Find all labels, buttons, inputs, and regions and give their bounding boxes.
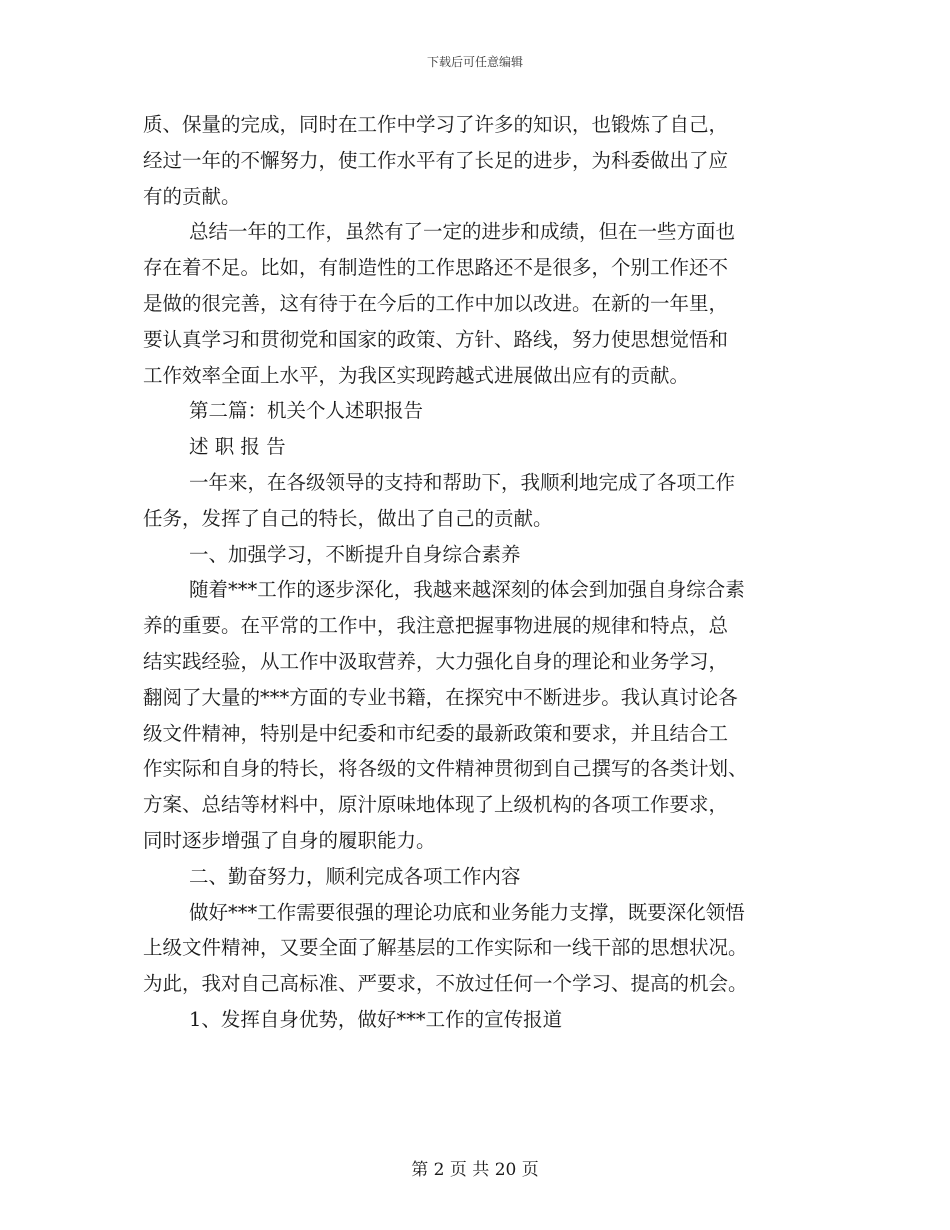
text-line: 上级文件精神，又要全面了解基层的工作实际和一线干部的思想状况。 bbox=[143, 936, 748, 960]
text-line: 级文件精神，特别是中纪委和市纪委的最新政策和要求，并且结合工 bbox=[143, 721, 729, 745]
paragraph bbox=[143, 107, 803, 214]
paragraph bbox=[143, 214, 803, 393]
text-line: 要认真学习和贯彻党和国家的政策、方针、路线，努力使思想觉悟和 bbox=[143, 327, 729, 351]
text-line: 存在着不足。比如，有制造性的工作思路还不是很多，个别工作还不 bbox=[143, 256, 729, 280]
text-line: 总结一年的工作，虽然有了一定的进步和成绩，但在一些方面也 bbox=[189, 220, 736, 244]
text-line: 一年来，在各级领导的支持和帮助下，我顺利地完成了各项工作 bbox=[189, 470, 736, 494]
text-line: 同时逐步增强了自身的履职能力。 bbox=[143, 828, 436, 852]
text-line: 第二篇：机关个人述职报告 bbox=[189, 399, 424, 423]
text-line: 做好***工作需要很强的理论功底和业务能力支撑，既要深化领悟 bbox=[189, 900, 745, 924]
text-line: 结实践经验，从工作中汲取营养，大力强化自身的理论和业务学习， bbox=[143, 649, 729, 673]
text-line: 一、加强学习，不断提升自身综合素养 bbox=[189, 542, 521, 566]
text-line: 工作效率全面上水平，为我区实现跨越式进展做出应有的贡献。 bbox=[143, 363, 690, 387]
text-line: 作实际和自身的特长，将各级的文件精神贯彻到自己撰写的各类计划、 bbox=[143, 757, 748, 781]
text-line: 养的重要。在平常的工作中，我注意把握事物进展的规律和特点，总 bbox=[143, 614, 729, 638]
paragraph bbox=[143, 393, 803, 429]
text-line: 质、保量的完成，同时在工作中学习了许多的知识，也锻炼了自己， bbox=[143, 113, 729, 136]
paragraph bbox=[143, 537, 803, 573]
text-line: 1、发挥自身优势，做好***工作的宣传报道 bbox=[189, 1007, 563, 1031]
text-line: 是做的很完善，这有待于在今后的工作中加以改进。在新的一年里， bbox=[143, 291, 729, 315]
paragraph bbox=[143, 1002, 803, 1038]
page-header: 下载后可任意编辑 bbox=[426, 55, 523, 69]
text-line: 任务，发挥了自己的特长，做出了自己的贡献。 bbox=[143, 506, 553, 530]
text-line: 方案、总结等材料中，原汁原味地体现了上级机构的各项工作要求， bbox=[143, 793, 729, 817]
paragraph bbox=[143, 572, 803, 858]
text-line: 经过一年的不懈努力，使工作水平有了长足的进步，为科委做出了应 bbox=[143, 148, 729, 172]
text-line: 有的贡献。 bbox=[143, 184, 241, 208]
text-line: 随着***工作的逐步深化，我越来越深刻的体会到加强自身综合素 bbox=[189, 578, 745, 602]
document-body bbox=[143, 107, 803, 1038]
text-line: 为此，我对自己高标准、严要求，不放过任何一个学习、提高的机会。 bbox=[143, 972, 748, 996]
paragraph bbox=[143, 429, 803, 465]
page-footer: 第 2 页 共 20 页 bbox=[411, 1160, 539, 1180]
text-line: 二、勤奋努力，顺利完成各项工作内容 bbox=[189, 864, 521, 888]
paragraph bbox=[143, 465, 803, 537]
paragraph bbox=[143, 859, 803, 895]
paragraph bbox=[143, 895, 803, 1002]
text-line: 翻阅了大量的***方面的专业书籍，在探究中不断进步。我认真讨论各 bbox=[143, 685, 738, 709]
text-line: 述 职 报 告 bbox=[189, 435, 286, 459]
